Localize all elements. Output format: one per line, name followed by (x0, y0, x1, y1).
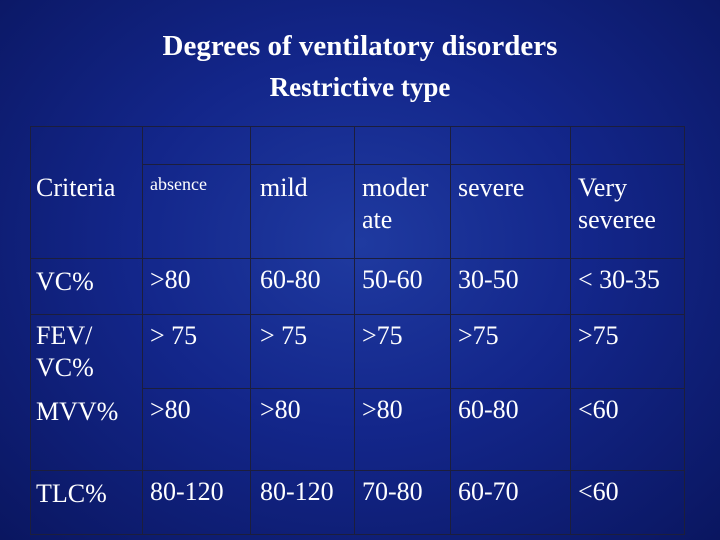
grid-line (30, 534, 685, 535)
table-cell: >80 (150, 395, 191, 424)
table-cell: >80 (362, 395, 403, 424)
grid-line (30, 126, 685, 127)
table-cell: >80 (260, 395, 301, 424)
table-cell: 60-70 (458, 477, 519, 506)
table-cell: 30-50 (458, 265, 519, 294)
grid-line (250, 126, 251, 534)
header-severe: severe (458, 173, 525, 202)
grid-line (684, 126, 685, 534)
slide-title: Degrees of ventilatory disorders (162, 30, 558, 62)
grid-line (142, 388, 685, 389)
header-mild: mild (260, 173, 308, 202)
header-very-severe: Very severee (578, 173, 656, 234)
table-cell: 60-80 (458, 395, 519, 424)
row-label-mvv: MVV% (36, 397, 119, 426)
table-cell: >75 (362, 321, 403, 350)
grid-line (450, 126, 451, 534)
table-cell: <60 (578, 395, 619, 424)
table-cell: 80-120 (150, 477, 224, 506)
table-cell: > 75 (260, 321, 308, 350)
grid-line (354, 126, 355, 534)
row-label-vc: VC% (36, 267, 94, 296)
table-cell: > 75 (150, 321, 198, 350)
header-moderate: moder ate (362, 173, 429, 234)
grid-line (570, 126, 571, 534)
table-cell: 80-120 (260, 477, 334, 506)
header-absence: absence (150, 174, 207, 194)
row-label-fev-vc: FEV/ VC% (36, 321, 94, 382)
table-cell: >75 (578, 321, 619, 350)
grid-line (30, 126, 31, 534)
table-cell: >75 (458, 321, 499, 350)
table-cell: >80 (150, 265, 191, 294)
row-label-tlc: TLC% (36, 479, 107, 508)
table-cell: 60-80 (260, 265, 321, 294)
grid-line (30, 470, 685, 471)
table-cell: <60 (578, 477, 619, 506)
grid-line (30, 258, 685, 259)
table-cell: 70-80 (362, 477, 423, 506)
table-cell: 50-60 (362, 265, 423, 294)
table-cell: < 30-35 (578, 265, 660, 294)
grid-line (142, 126, 143, 534)
grid-line (30, 314, 685, 315)
grid-line (142, 164, 685, 165)
header-criteria: Criteria (36, 173, 116, 202)
slide-subtitle: Restrictive type (269, 72, 451, 102)
